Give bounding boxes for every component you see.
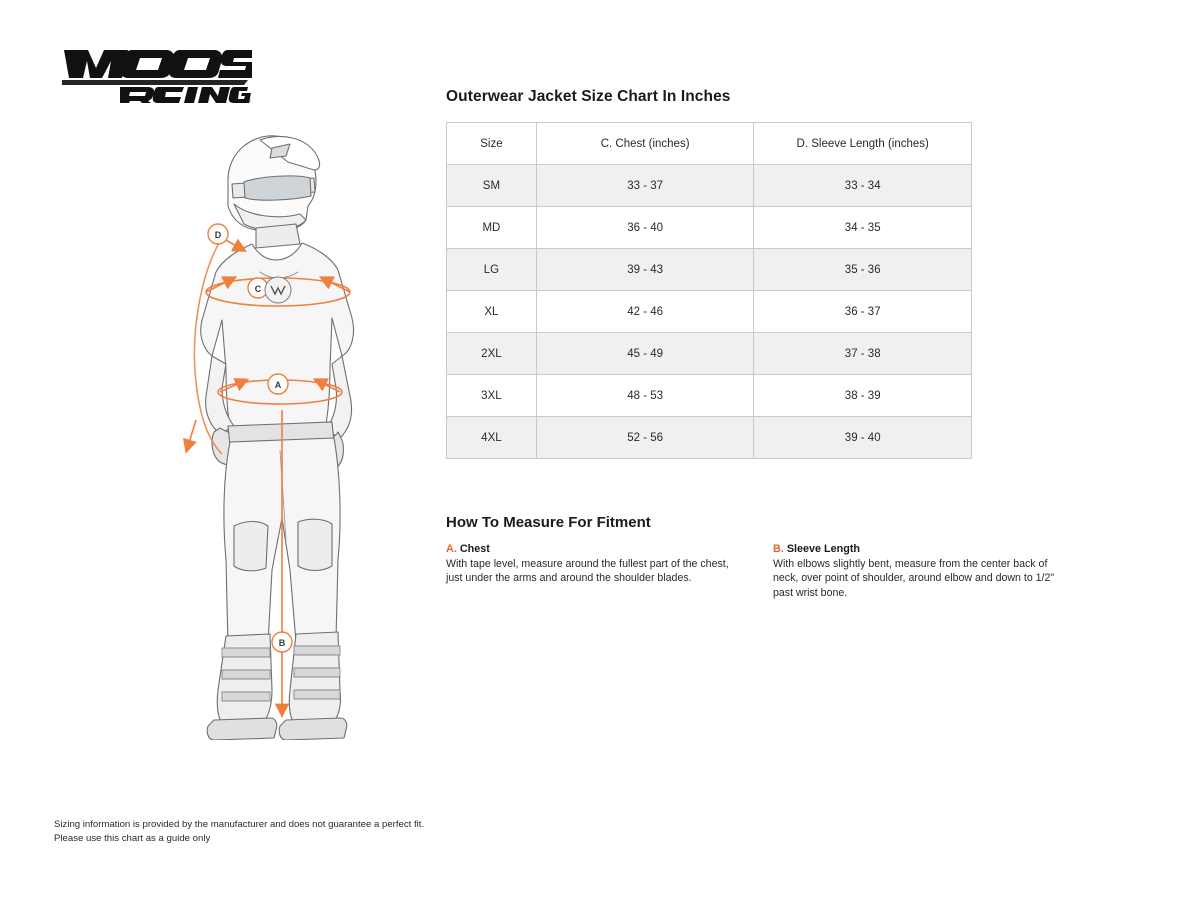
column-header-chest: C. Chest (inches) <box>536 123 754 165</box>
cell-chest: 48 - 53 <box>536 375 754 417</box>
column-header-sleeve: D. Sleeve Length (inches) <box>754 123 972 165</box>
cell-chest: 33 - 37 <box>536 165 754 207</box>
svg-text:®: ® <box>246 99 251 104</box>
cell-chest: 36 - 40 <box>536 207 754 249</box>
cell-size: MD <box>447 207 537 249</box>
cell-size: LG <box>447 249 537 291</box>
cell-size: SM <box>447 165 537 207</box>
disclaimer-line-2: Please use this chart as a guide only <box>54 832 211 844</box>
cell-size: 2XL <box>447 333 537 375</box>
cell-size: XL <box>447 291 537 333</box>
cell-sleeve: 36 - 37 <box>754 291 972 333</box>
table-row <box>447 249 972 291</box>
table-row <box>447 333 972 375</box>
figure-marker-c: C <box>254 284 262 294</box>
page-title: Outerwear Jacket Size Chart In Inches <box>446 88 731 105</box>
cell-sleeve: 34 - 35 <box>754 207 972 249</box>
table-row <box>447 291 972 333</box>
measure-item-chest <box>446 543 739 600</box>
cell-sleeve: 33 - 34 <box>754 165 972 207</box>
cell-size: 3XL <box>447 375 537 417</box>
table-row <box>447 165 972 207</box>
table-header-row <box>447 123 972 165</box>
cell-chest: 52 - 56 <box>536 417 754 459</box>
cell-sleeve: 35 - 36 <box>754 249 972 291</box>
measure-item-text: With elbows slightly bent, measure from the center back of neck, over point of shoulder, around elbow and down to 1/2" past wrist bone. <box>773 558 1055 599</box>
disclaimer-line-1: Sizing information is provided by the manufacturer and does not guarantee a perfect fit. <box>54 819 425 830</box>
figure-marker-b: B <box>278 638 286 648</box>
cell-sleeve: 39 - 40 <box>754 417 972 459</box>
measure-item-heading: A. Chest <box>446 543 490 555</box>
disclaimer <box>54 818 554 846</box>
measure-item-letter: A <box>446 543 454 555</box>
measure-item-letter: B <box>773 543 781 555</box>
measure-item-sleeve-length <box>773 543 1066 600</box>
size-chart-section <box>446 88 1146 459</box>
table-row <box>447 375 972 417</box>
table-row <box>447 207 972 249</box>
rider-measurement-diagram <box>110 120 440 740</box>
measure-item-label: Chest <box>459 543 490 555</box>
how-to-measure-title: How To Measure For Fitment <box>446 514 651 531</box>
cell-sleeve: 38 - 39 <box>754 375 972 417</box>
table-row <box>447 417 972 459</box>
size-chart-table <box>446 122 972 459</box>
how-to-measure-section <box>446 514 1066 600</box>
figure-marker-d: D <box>214 230 222 240</box>
figure-marker-a: A <box>274 380 282 390</box>
measure-item-text: With tape level, measure around the fullest part of the chest, just under the arms and around the shoulder blades. <box>446 558 729 585</box>
cell-chest: 39 - 43 <box>536 249 754 291</box>
measure-item-heading: B. Sleeve Length <box>773 543 861 555</box>
cell-size: 4XL <box>447 417 537 459</box>
cell-chest: 42 - 46 <box>536 291 754 333</box>
moose-racing-logo <box>62 46 252 104</box>
measure-item-label: Sleeve Length <box>786 543 861 555</box>
cell-chest: 45 - 49 <box>536 333 754 375</box>
cell-sleeve: 37 - 38 <box>754 333 972 375</box>
column-header-size: Size <box>447 123 537 165</box>
